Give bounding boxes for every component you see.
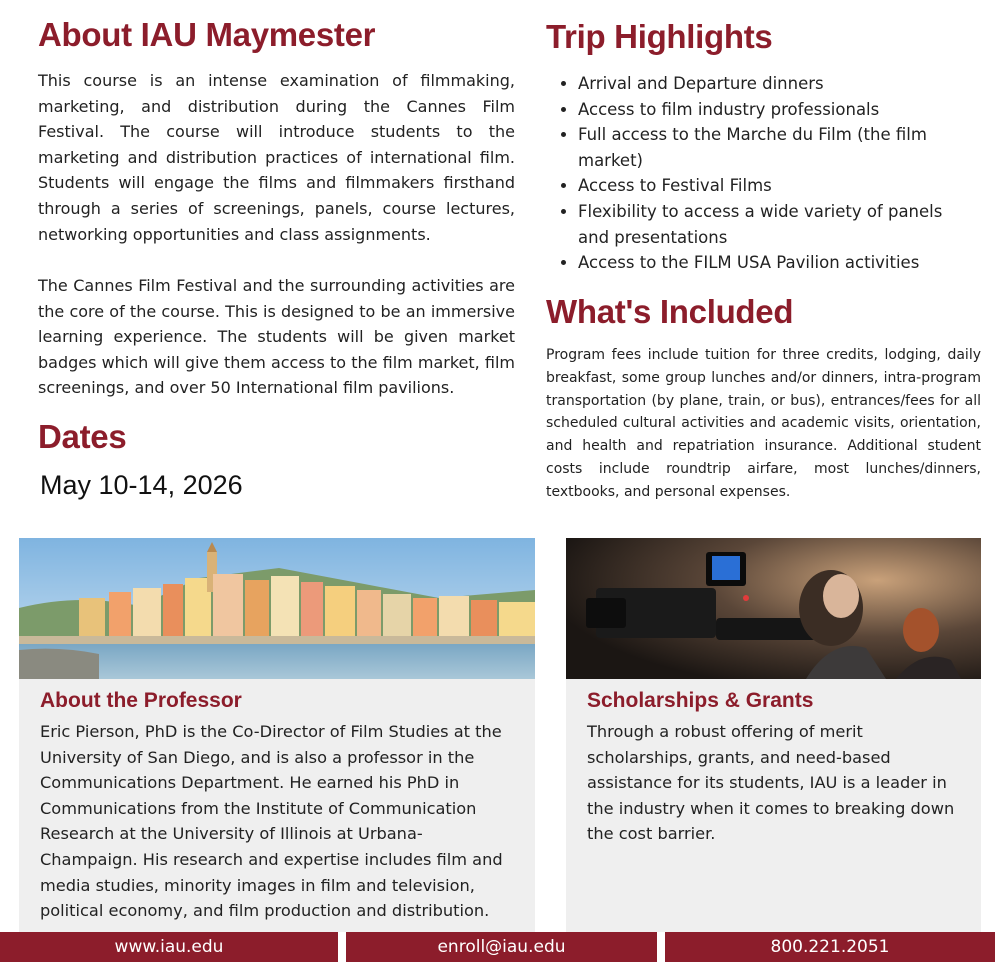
highlight-item: • Full access to the Marche du Film (the film market): [578, 122, 968, 173]
camera-operator-photo: [566, 538, 981, 679]
riviera-town-illustration: [19, 538, 535, 679]
camera-operator-illustration: [566, 538, 981, 679]
footer-website[interactable]: www.iau.edu: [0, 932, 338, 962]
dates-title: Dates: [38, 418, 127, 455]
professor-text: Eric Pierson, PhD is the Co-Director of Film Studies at the University of San Diego, and is also a professor in the Communications Department. He earned his PhD in Communications from the Institute of Communication Research at the University of Illinois at Urbana-Champaign. His research and expertise includes film and media studies, minority images in film and television, political economy, and film production and distribution.: [40, 722, 503, 921]
professor-title: About the Professor: [40, 689, 242, 712]
highlights-title: Trip Highlights: [546, 18, 773, 55]
riviera-town-photo: [19, 538, 535, 679]
about-title: About IAU Maymester: [38, 16, 376, 53]
footer-email[interactable]: enroll@iau.edu: [346, 932, 657, 962]
scholarships-title: Scholarships & Grants: [587, 689, 814, 712]
scholarships-card: [566, 679, 981, 932]
highlight-item: • Access to film industry professionals: [578, 97, 968, 123]
highlight-item: • Arrival and Departure dinners: [578, 71, 968, 97]
included-title: What's Included: [546, 293, 794, 330]
about-paragraph-2: The Cannes Film Festival and the surrounding activities are the core of the course. This is designed to be an immersive learning experience. The students will be given market badges which will give them access to the film market, film screenings, and over 50 International film pavilions.: [38, 276, 515, 398]
highlights-list: [546, 71, 968, 276]
highlight-item: • Access to the FILM USA Pavilion activities: [578, 250, 968, 276]
scholarships-text: Through a robust offering of merit scholarships, grants, and need-based assistance for its students, IAU is a leader in the industry when it comes to breaking down the cost barrier.: [587, 722, 955, 844]
dates-value: May 10-14, 2026: [40, 470, 243, 500]
included-text: Program fees include tuition for three credits, lodging, daily breakfast, some group lunches and/or dinners, intra-program transportation (by plane, train, or bus), entrances/fees for all scheduled cultural activities and academic visits, orientation, and health and repatriation insurance. Additional student costs include roundtrip airfare, most lunches/dinners, textbooks, and personal expenses.: [546, 347, 981, 500]
highlight-item: • Flexibility to access a wide variety of panels and presentations: [578, 199, 968, 250]
professor-card: [19, 679, 535, 932]
highlight-item: • Access to Festival Films: [578, 173, 968, 199]
footer-phone[interactable]: 800.221.2051: [665, 932, 995, 962]
about-paragraph-1: This course is an intense examination of filmmaking, marketing, and distribution during the Cannes Film Festival. The course will introduce students to the marketing and distribution practices of international film. Students will engage the films and filmmakers firsthand through a series of screenings, panels, course lectures, networking opportunities and class assignments.: [38, 71, 515, 244]
